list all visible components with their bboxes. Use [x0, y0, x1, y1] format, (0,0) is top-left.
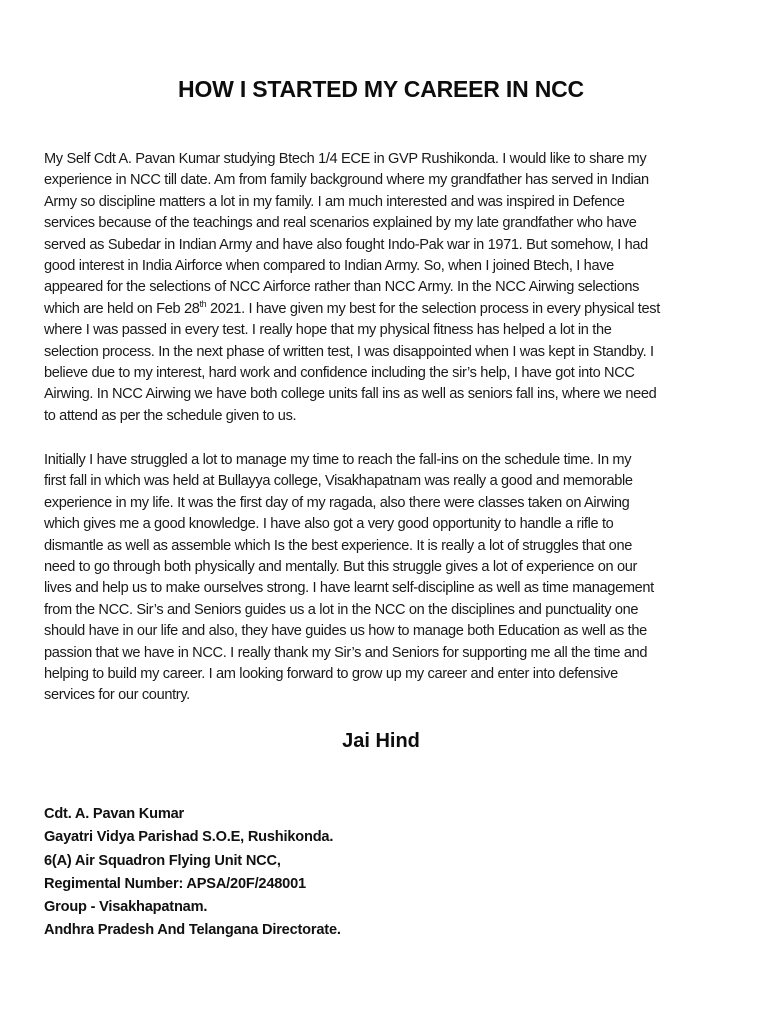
- text-line: services because of the teachings and real scenarios explained by my late grandfather who have: [44, 215, 637, 232]
- text-line: believe due to my interest, hard work and confidence including the sir’s help, I have got into NCC: [44, 365, 635, 382]
- signature-block: [44, 803, 341, 943]
- closing-salutation: Jai Hind: [342, 730, 420, 752]
- signature-regimental-number: Regimental Number: APSA/20F/248001: [44, 875, 306, 892]
- signature-name: Cdt. A. Pavan Kumar: [44, 806, 185, 822]
- text-line: good interest in India Airforce when compared to Indian Army. So, when I joined Btech, I have: [44, 258, 614, 275]
- text-line: which gives me a good knowledge. I have also got a very good opportunity to handle a rifle to: [44, 516, 614, 533]
- text-line: selection process. In the next phase of written test, I was disappointed when I was kept in Standby. I: [44, 343, 654, 360]
- text-line: served as Subedar in Indian Army and have also fought Indo-Pak war in 1971. But somehow, I had: [44, 236, 648, 253]
- signature-college: Gayatri Vidya Parishad S.O.E, Rushikonda.: [44, 829, 334, 846]
- text-line: experience in my life. It was the first day of my ragada, also there were classes taken on Airwing: [44, 494, 630, 511]
- text-line: where I was passed in every test. I really hope that my physical fitness has helped a lot in the: [44, 322, 612, 339]
- text-line: need to go through both physically and mentally. But this struggle gives a lot of experience on our: [44, 559, 637, 576]
- date-text-after: 2021. I have given my best for the selection process in every physical test: [206, 300, 660, 317]
- date-superscript: th: [199, 298, 207, 309]
- text-line: dismantle as well as assemble which Is the best experience. It is really a lot of struggles that one: [44, 537, 632, 554]
- paragraph-intro: [44, 149, 756, 427]
- document-title: HOW I STARTED MY CAREER IN NCC: [178, 76, 584, 102]
- text-line: helping to build my career. I am looking forward to grow up my career and enter into defensive: [44, 666, 618, 683]
- text-line: from the NCC. Sir’s and Seniors guides us a lot in the NCC on the disciplines and punctuality one: [44, 601, 639, 618]
- text-line: Army so discipline matters a lot in my family. I am much interested and was inspired in Defence: [44, 193, 625, 210]
- signature-directorate: Andhra Pradesh And Telangana Directorate.: [44, 922, 341, 939]
- text-line: lives and help us to make ourselves strong. I have learnt self-discipline as well as time management: [44, 580, 654, 597]
- date-text-before: which are held on Feb 28: [44, 300, 200, 317]
- text-line: services for our country.: [44, 687, 190, 704]
- signature-unit: 6(A) Air Squadron Flying Unit NCC,: [44, 852, 281, 869]
- text-line: passion that we have in NCC. I really thank my Sir’s and Seniors for supporting me all the time and: [44, 644, 648, 661]
- text-line: Airwing. In NCC Airwing we have both college units fall ins as well as seniors fall ins, where we need: [44, 386, 657, 403]
- signature-group: Group - Visakhapatnam.: [44, 899, 208, 916]
- text-line: first fall in which was held at Bullayya college, Visakhapatnam was really a good and memorable: [44, 473, 633, 490]
- text-line: Initially I have struggled a lot to manage my time to reach the fall-ins on the schedule time. In my: [44, 452, 632, 468]
- text-line: appeared for the selections of NCC Airforce rather than NCC Army. In the NCC Airwing selections: [44, 279, 640, 296]
- text-line-with-date: [44, 299, 756, 320]
- text-line: experience in NCC till date. Am from family background where my grandfather has served in Indian: [44, 172, 649, 189]
- text-line: My Self Cdt A. Pavan Kumar studying Btech 1/4 ECE in GVP Rushikonda. I would like to share my: [44, 151, 647, 167]
- paragraph-experience: [44, 450, 756, 707]
- text-line: to attend as per the schedule given to us.: [44, 407, 297, 424]
- text-line: should have in our life and also, they have guides us how to manage both Education as well as the: [44, 623, 647, 640]
